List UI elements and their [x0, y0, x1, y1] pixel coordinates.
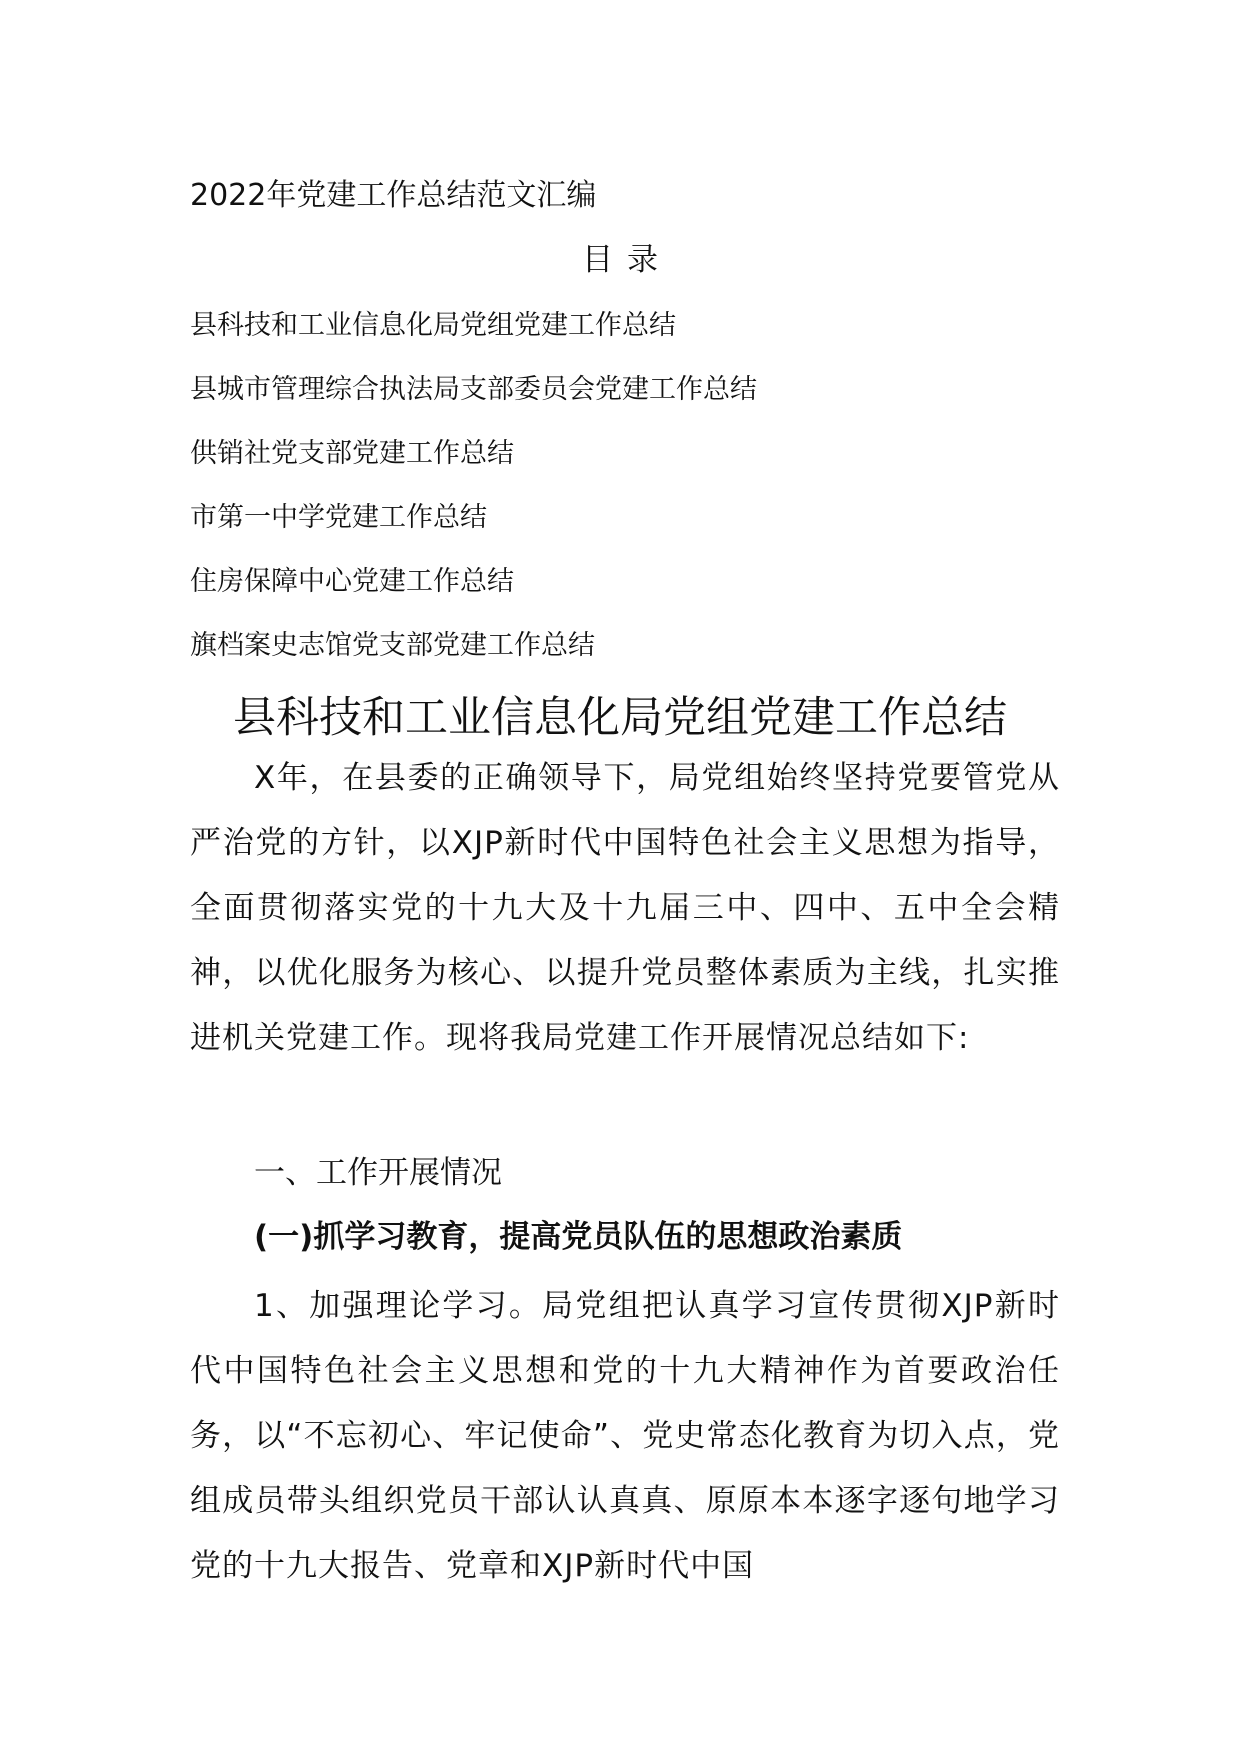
- toc-item: 供销社党支部党建工作总结: [190, 438, 514, 469]
- toc-item: 县城市管理综合执法局支部委员会党建工作总结: [190, 374, 757, 405]
- document-title: 2022年党建工作总结范文汇编: [190, 178, 597, 213]
- toc-item: 旗档案史志馆党支部党建工作总结: [190, 630, 595, 661]
- section-heading-level-1: 一、工作开展情况: [254, 1155, 502, 1191]
- body-paragraph: 1、加强理论学习。局党组把认真学习宣传贯彻XJP新时代中国特色社会主义思想和党的十九大精神作为首要政治任务，以“不忘初心、牢记使命”、党史常态化教育为切入点，党组成员带头组织党员干部认认真真、原原本本逐字逐句地学习党的十九大报告、党章和XJP新时代中国: [190, 1288, 1060, 1584]
- toc-heading: 目录: [582, 242, 672, 278]
- toc-item: 县科技和工业信息化局党组党建工作总结: [190, 310, 676, 341]
- toc-item: 市第一中学党建工作总结: [190, 502, 487, 533]
- section-heading-level-2: (一)抓学习教育，提高党员队伍的思想政治素质: [254, 1219, 903, 1255]
- toc-item: 住房保障中心党建工作总结: [190, 566, 514, 597]
- section-title: 县科技和工业信息化局党组党建工作总结: [233, 693, 1007, 743]
- intro-paragraph: X年，在县委的正确领导下，局党组始终坚持党要管党从严治党的方针，以XJP新时代中国特色社会主义思想为指导，全面贯彻落实党的十九大及十九届三中、四中、五中全会精神，以优化服务为核心、以提升党员整体素质为主线，扎实推进机关党建工作。现将我局党建工作开展情况总结如下:: [190, 760, 1060, 1056]
